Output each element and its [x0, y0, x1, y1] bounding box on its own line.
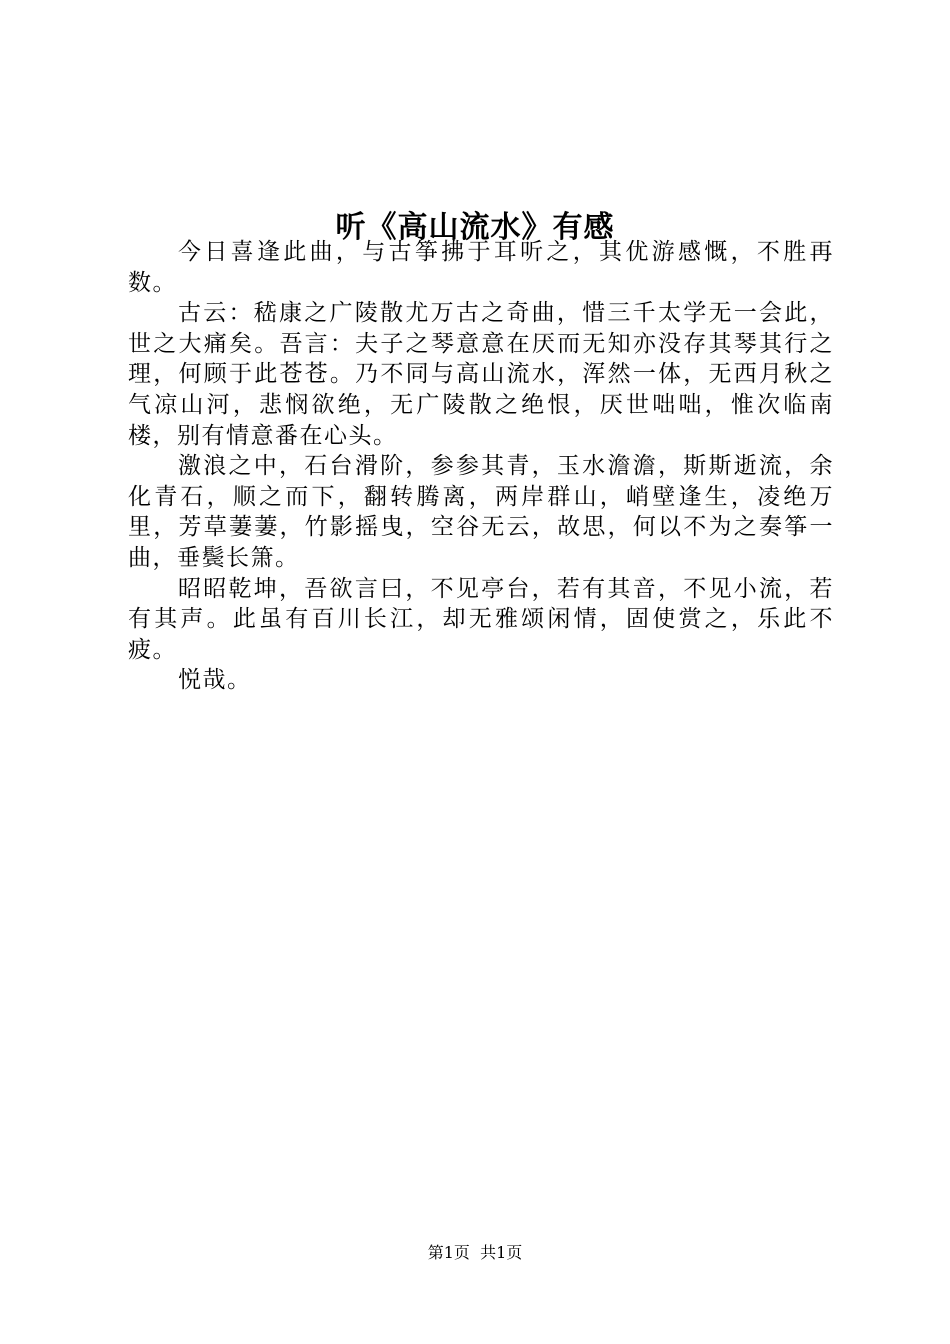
document-title: 听《高山流水》有感 [335, 210, 615, 246]
page-footer: 第1页 共1页 [427, 1243, 523, 1262]
paragraph-1: 今日喜逢此曲，与古筝拂于耳听之，其优游感慨，不胜再数。 [128, 239, 834, 296]
paragraph-5: 悦哉。 [178, 667, 252, 694]
paragraph-4: 昭昭乾坤，吾欲言曰，不见亭台，若有其音，不见小流，若有其声。此虽有百川长江，却无雅颂闲情，固使赏之，乐此不疲。 [128, 575, 834, 663]
document-body [128, 237, 834, 696]
paragraph-3: 激浪之中，石台滑阶，参参其青，玉水澹澹，斯斯逝流，余化青石，顺之而下，翻转腾离，两岸群山，峭壁逢生，凌绝万里，芳草萋萋，竹影摇曳，空谷无云，故思，何以不为之奏筝一曲，垂鬓长箫。 [128, 453, 834, 571]
paragraph-2: 古云：嵇康之广陵散尤万古之奇曲，惜三千太学无一会此，世之大痛矣。吾言：夫子之琴意意在厌而无知亦没存其琴其行之理，何顾于此苍苍。乃不同与高山流水，浑然一体，无西月秋之气凉山河，悲悯欲绝，无广陵散之绝恨，厌世咄咄，惟次临南楼，别有情意番在心头。 [128, 300, 834, 449]
